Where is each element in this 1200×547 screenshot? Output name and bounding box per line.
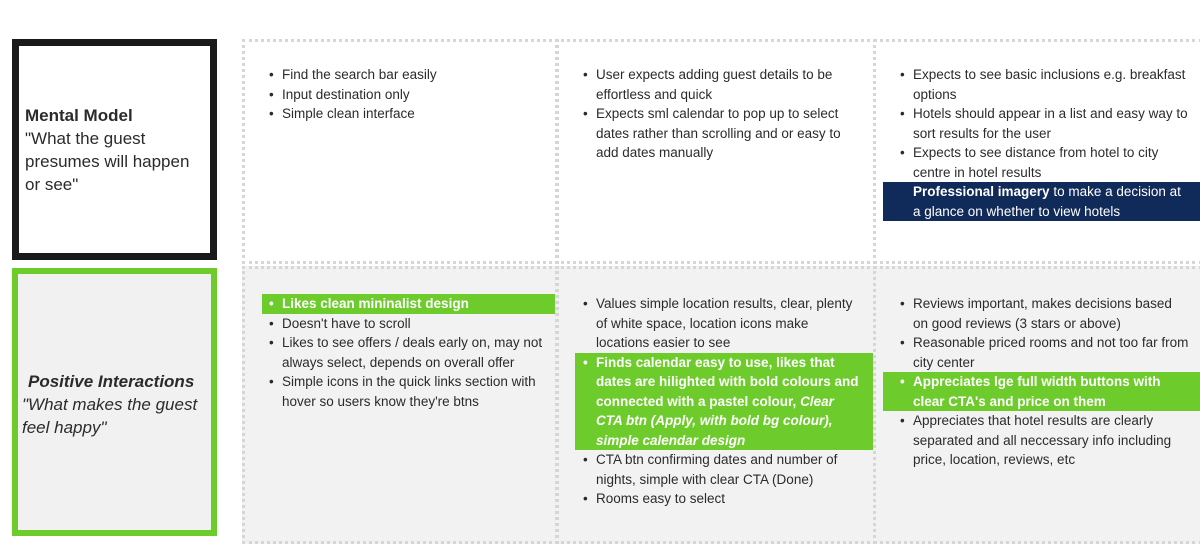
list-item: • Expects sml calendar to pop up to select dates rather than scrolling and or easy to add dates manually xyxy=(559,104,873,163)
positive-cell-1 xyxy=(242,266,558,544)
highlighted-list-item xyxy=(883,182,1200,221)
highlighted-list-item: • Likes clean mininalist design xyxy=(262,294,555,314)
list-item: • Input destination only xyxy=(245,85,555,105)
positive-interactions-title: Positive Interactions xyxy=(28,372,195,391)
highlight-text: to make a decision at a glance on whether to view hotels xyxy=(913,184,1181,219)
highlight-bold-text: Professional imagery xyxy=(913,184,1050,199)
bullet-list xyxy=(559,65,873,163)
list-item: • Expects to see basic inclusions e.g. breakfast options xyxy=(876,65,1200,104)
highlighted-list-item xyxy=(575,353,873,451)
positive-interactions-subtitle: "What makes the guest feel happy" xyxy=(22,395,198,437)
list-item: • Find the search bar easily xyxy=(245,65,555,85)
mental-model-cell-2 xyxy=(556,39,876,264)
mental-model-cell-3 xyxy=(873,39,1200,264)
list-item: • Simple clean interface xyxy=(245,104,555,124)
bullet-list xyxy=(559,294,873,509)
positive-cell-3 xyxy=(873,266,1200,544)
list-item: • User expects adding guest details to be effortless and quick xyxy=(559,65,873,104)
list-item: • Reviews important, makes decisions based on good reviews (3 stars or above) xyxy=(876,294,1200,333)
mental-model-label xyxy=(12,39,217,260)
bullet-list xyxy=(245,294,555,411)
list-item: • Likes to see offers / deals early on, may not always select, depends on overall offer xyxy=(245,333,555,372)
list-item: • Hotels should appear in a list and easy way to sort results for the user xyxy=(876,104,1200,143)
highlight-italic-text: Clear CTA btn (Apply, with bold bg colour), simple calendar design xyxy=(596,393,834,448)
bullet-list xyxy=(876,294,1200,470)
list-item: • Appreciates that hotel results are clearly separated and all neccessary info including price, location, reviews, etc xyxy=(876,411,1200,470)
bullet-list xyxy=(876,65,1200,221)
list-item: • Values simple location results, clear, plenty of white space, location icons make locations easier to see xyxy=(559,294,873,353)
highlighted-list-item: • Appreciates lge full width buttons with clear CTA's and price on them xyxy=(883,372,1200,411)
list-item: • Simple icons in the quick links section with hover so users know they're btns xyxy=(245,372,555,411)
mental-model-subtitle: "What the guest presumes will happen or see" xyxy=(25,129,190,194)
list-item: • Rooms easy to select xyxy=(559,489,873,509)
highlight-text: Finds calendar easy to use, likes that dates are hilighted with bold colours and connected with a pastel colour, xyxy=(596,354,859,409)
list-item: • Expects to see distance from hotel to city centre in hotel results xyxy=(876,143,1200,182)
bullet-list xyxy=(245,65,555,124)
mental-model-title: Mental Model xyxy=(25,106,133,125)
list-item: • CTA btn confirming dates and number of nights, simple with clear CTA (Done) xyxy=(559,450,873,489)
positive-cell-2 xyxy=(556,266,876,544)
mental-model-cell-1 xyxy=(242,39,558,264)
list-item: • Doesn't have to scroll xyxy=(245,314,555,334)
positive-interactions-label xyxy=(12,268,217,536)
list-item: • Reasonable priced rooms and not too far from city center xyxy=(876,333,1200,372)
